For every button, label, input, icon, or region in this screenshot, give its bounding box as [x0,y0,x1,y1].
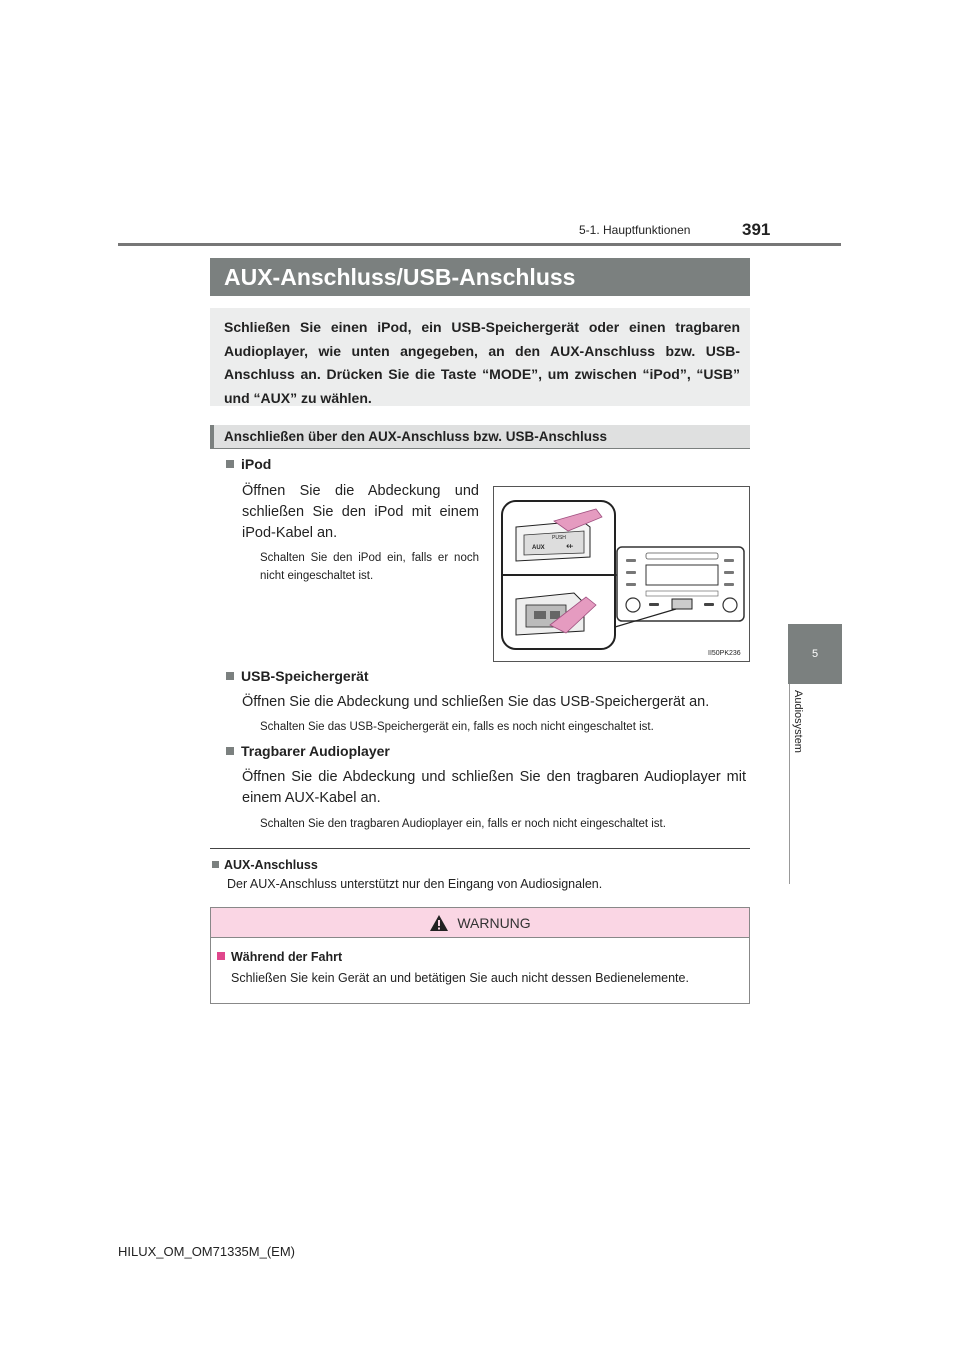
section-title: 5-1. Hauptfunktionen [579,223,691,237]
chapter-title: Audiosystem [792,690,804,753]
bullet-square-icon [226,460,234,468]
warning-bullet-icon [217,952,225,960]
warning-title: WARNUNG [457,914,531,931]
figure-code: II50PK236 [708,650,741,657]
item-player-note: Schalten Sie den tragbaren Audioplayer ein, falls er noch nicht eingeschaltet ist. [260,818,666,830]
svg-text:⇷: ⇷ [566,542,574,552]
warning-header [211,908,749,938]
section-divider [210,848,750,849]
item-ipod-heading: iPod [226,456,271,472]
aux-note-heading: AUX-Anschluss [212,858,318,872]
item-ipod-text: Öffnen Sie die Abdeckung und schließen Sie den iPod mit einem iPod-Kabel an. [242,483,479,541]
subheading [210,425,750,449]
page-title-text: AUX-Anschluss/USB-Anschluss [224,263,576,290]
warning-box [210,907,750,1004]
push-label: PUSH [552,535,566,541]
header-rule [118,243,841,246]
aux-note-text: Der AUX-Anschluss unterstützt nur den Eingang von Audiosignalen. [227,877,603,891]
intro-box [210,308,750,406]
item-usb-text: Öffnen Sie die Abdeckung und schließen Sie das USB-Speichergerät an. [242,694,710,710]
document-footer: HILUX_OM_OM71335M_(EM) [118,1244,295,1259]
connector-diagram [494,487,749,661]
chapter-number: 5 [811,648,819,660]
item-usb-heading: USB-Speichergerät [226,668,369,684]
warning-text: Schließen Sie kein Gerät an und betätigen Sie auch nicht dessen Bedienelemente. [231,971,689,985]
item-usb-note: Schalten Sie das USB-Speichergerät ein, falls es noch nicht eingeschaltet ist. [260,721,654,733]
bullet-square-icon [212,861,219,868]
bullet-square-icon [226,672,234,680]
page-number: 391 [742,220,771,239]
subheading-text: Anschließen über den AUX-Anschluss bzw. USB-Anschluss [224,429,608,444]
connector-illustration [493,486,750,662]
page-title [210,258,750,296]
warning-heading: Während der Fahrt [217,950,342,964]
chapter-tab [788,624,842,684]
aux-label: AUX [532,545,545,551]
item-player-text: Öffnen Sie die Abdeckung und schließen Sie den tragbaren Audioplayer mit einem AUX-Kabel an. [242,769,746,806]
bullet-square-icon [226,747,234,755]
item-ipod-note: Schalten Sie den iPod ein, falls er noch nicht eingeschaltet ist. [260,552,479,582]
intro-text: Schließen Sie einen iPod, ein USB-Speichergerät oder einen tragbaren Audioplayer, wie unten angegeben, an den AUX-Anschluss bzw. USB-Anschluss an. Drücken Sie die Taste “MODE”, um zwischen “iPod”, “USB” und “AUX” zu wählen. [224,319,740,406]
warning-triangle-icon [429,914,449,932]
item-player-heading: Tragbarer Audioplayer [226,743,390,759]
